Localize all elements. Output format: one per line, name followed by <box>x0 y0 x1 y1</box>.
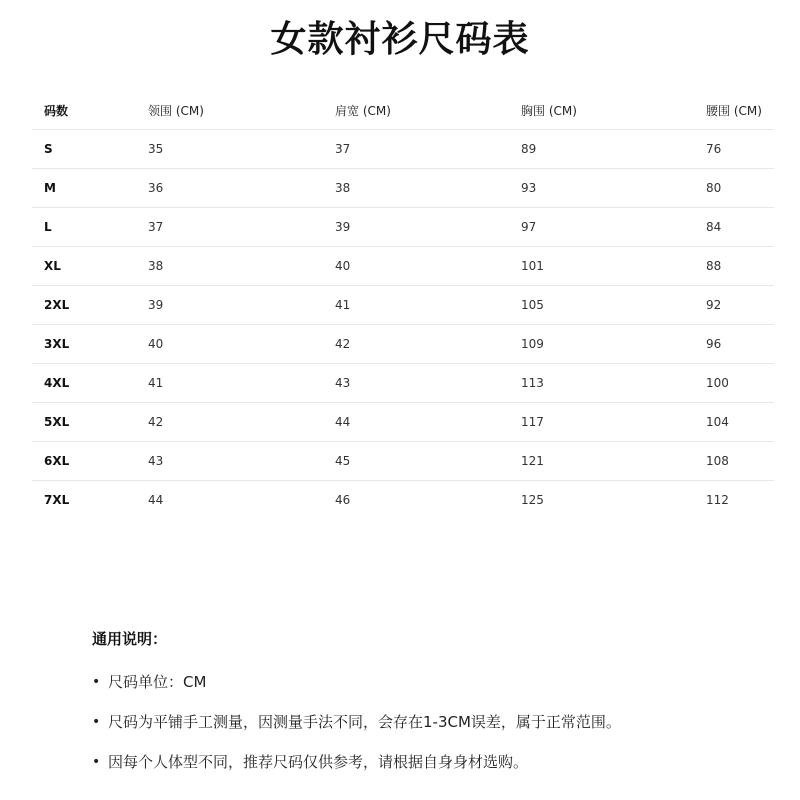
cell-waist: 92 <box>694 286 774 325</box>
note-text: 尺码单位：CM <box>108 673 207 691</box>
cell-size: XL <box>32 247 136 286</box>
cell-size: 3XL <box>32 325 136 364</box>
cell-waist: 84 <box>694 208 774 247</box>
cell-waist: 88 <box>694 247 774 286</box>
cell-collar: 36 <box>136 169 323 208</box>
cell-waist: 76 <box>694 130 774 169</box>
cell-chest: 93 <box>509 169 694 208</box>
cell-chest: 117 <box>509 403 694 442</box>
notes-title: 通用说明： <box>92 630 168 648</box>
cell-shoulder: 38 <box>323 169 509 208</box>
cell-chest: 101 <box>509 247 694 286</box>
cell-collar: 42 <box>136 403 323 442</box>
cell-waist: 112 <box>706 493 729 507</box>
cell-shoulder: 37 <box>323 130 509 169</box>
cell-size: 2XL <box>32 286 136 325</box>
bullet-icon: • <box>92 674 101 690</box>
cell-size: 4XL <box>32 364 136 403</box>
list-item <box>92 662 772 702</box>
cell-waist: 96 <box>694 325 774 364</box>
table-row <box>32 169 774 208</box>
cell-shoulder: 45 <box>323 442 509 481</box>
cell-collar: 39 <box>136 286 323 325</box>
table-row <box>32 208 774 247</box>
cell-chest: 113 <box>509 364 694 403</box>
header-shoulder: 肩宽 (CM) <box>323 91 509 130</box>
cell-collar: 44 <box>148 493 164 507</box>
size-table <box>32 91 774 519</box>
table-row <box>32 403 774 442</box>
list-item <box>92 702 772 742</box>
cell-waist: 104 <box>694 403 774 442</box>
table-row <box>32 286 774 325</box>
cell-chest: 125 <box>521 493 544 507</box>
bullet-icon: • <box>92 714 101 730</box>
header-collar: 领围 (CM) <box>136 91 323 130</box>
cell-shoulder: 41 <box>323 286 509 325</box>
table-header-row <box>32 91 774 130</box>
cell-chest: 89 <box>509 130 694 169</box>
cell-collar: 37 <box>136 208 323 247</box>
table-row <box>32 325 774 364</box>
table-row <box>32 364 774 403</box>
cell-chest: 109 <box>509 325 694 364</box>
cell-collar: 35 <box>136 130 323 169</box>
notes-list <box>92 662 772 782</box>
note-text: 尺码为平铺手工测量，因测量手法不同，会存在1-3CM误差，属于正常范围。 <box>108 713 621 731</box>
cell-shoulder: 42 <box>323 325 509 364</box>
cell-collar: 43 <box>136 442 323 481</box>
cell-collar: 41 <box>136 364 323 403</box>
cell-chest: 105 <box>509 286 694 325</box>
header-waist: 腰围 (CM) <box>694 91 774 130</box>
header-size: 码数 <box>32 91 136 130</box>
table-row <box>32 247 774 286</box>
header-chest: 胸围 (CM) <box>509 91 694 130</box>
table-row <box>32 442 774 481</box>
notes-section <box>92 622 772 782</box>
note-text: 因每个人体型不同，推荐尺码仅供参考，请根据自身身材选购。 <box>108 753 529 771</box>
cell-shoulder: 40 <box>323 247 509 286</box>
cell-size: 6XL <box>32 442 136 481</box>
cell-chest: 121 <box>509 442 694 481</box>
bullet-icon: • <box>92 754 101 770</box>
cell-waist: 108 <box>694 442 774 481</box>
cell-shoulder: 44 <box>323 403 509 442</box>
cell-waist: 100 <box>694 364 774 403</box>
cell-shoulder: 46 <box>335 493 351 507</box>
table-row <box>32 130 774 169</box>
cell-collar: 40 <box>136 325 323 364</box>
cell-chest: 97 <box>509 208 694 247</box>
cell-size: S <box>32 130 136 169</box>
table-row <box>32 481 774 520</box>
cell-size: L <box>32 208 136 247</box>
cell-waist: 80 <box>694 169 774 208</box>
cell-size: 5XL <box>32 403 136 442</box>
cell-shoulder: 39 <box>323 208 509 247</box>
cell-shoulder: 43 <box>323 364 509 403</box>
cell-collar: 38 <box>136 247 323 286</box>
cell-size: M <box>32 169 136 208</box>
cell-size: 7XL <box>44 493 70 507</box>
list-item <box>92 742 772 782</box>
page-title: 女款衬衫尺码表 <box>270 19 530 60</box>
